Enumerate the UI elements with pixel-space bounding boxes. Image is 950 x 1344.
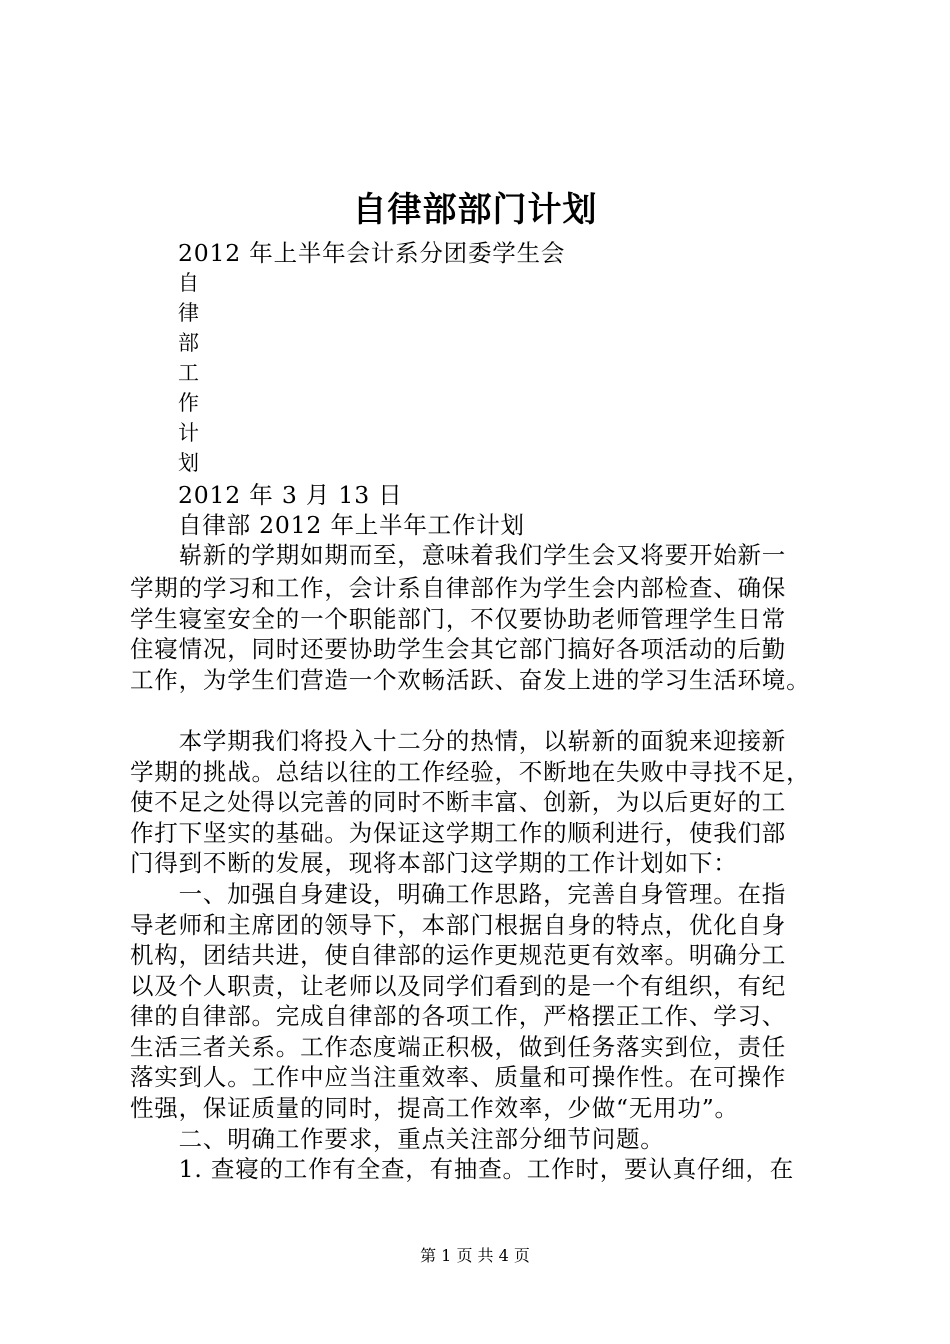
vertical-char: 工 — [178, 361, 199, 385]
body-line: 以及个人职责，让老师以及同学们看到的是一个有组织，有纪 — [130, 972, 787, 1000]
body-line: 性强，保证质量的同时，提高工作效率，少做“无用功”。 — [130, 1094, 739, 1122]
body-line: 落实到人。工作中应当注重效率、质量和可操作性。在可操作 — [130, 1063, 787, 1091]
body-line: 机构，团结共进，使自律部的运作更规范更有效率。明确分工 — [130, 941, 787, 969]
body-line: 导老师和主席团的领导下，本部门根据自身的特点，优化自身 — [130, 911, 787, 939]
vertical-char: 计 — [178, 421, 199, 445]
body-line: 本学期我们将投入十二分的热情，以崭新的面貌来迎接新 — [130, 727, 787, 755]
body-line: 学期的学习和工作，会计系自律部作为学生会内部检查、确保 — [130, 574, 787, 602]
vertical-char: 部 — [178, 331, 199, 355]
body-line: 崭新的学期如期而至，意味着我们学生会又将要开始新一 — [130, 541, 787, 569]
body-line: 使不足之处得以完善的同时不断丰富、创新，为以后更好的工 — [130, 788, 787, 816]
body-line: 律的自律部。完成自律部的各项工作，严格摆正工作、学习、 — [130, 1002, 787, 1030]
vertical-char: 划 — [178, 451, 199, 475]
subtitle-line: 自律部 2012 年上半年工作计划 — [178, 511, 525, 539]
body-line: 学生寝室安全的一个职能部门，不仅要协助老师管理学生日常 — [130, 605, 787, 633]
body-line: 住寝情况，同时还要协助学生会其它部门搞好各项活动的后勤 — [130, 635, 787, 663]
body-line: 门得到不断的发展，现将本部门这学期的工作计划如下： — [130, 849, 738, 877]
header-line: 2012 年上半年会计系分团委学生会 — [178, 239, 566, 267]
page-footer: 第 1 页 共 4 页 — [420, 1246, 530, 1265]
body-line: 学期的挑战。总结以往的工作经验，不断地在失败中寻找不足， — [130, 758, 811, 786]
body-line: 1. 查寝的工作有全查，有抽查。工作时，要认真仔细，在 — [130, 1155, 795, 1183]
body-line: 二、明确工作要求，重点关注部分细节问题。 — [130, 1125, 665, 1153]
body-line: 工作，为学生们营造一个欢畅活跃、奋发上进的学习生活环境。 — [130, 666, 811, 694]
body-line: 作打下坚实的基础。为保证这学期工作的顺利进行，使我们部 — [130, 819, 787, 847]
date-line: 2012 年 3 月 13 日 — [178, 481, 403, 509]
body-line: 生活三者关系。工作态度端正积极，做到任务落实到位，责任 — [130, 1033, 787, 1061]
vertical-char: 律 — [178, 301, 199, 325]
body-line: 一、加强自身建设，明确工作思路，完善自身管理。在指 — [130, 880, 787, 908]
vertical-char: 作 — [178, 391, 199, 415]
vertical-char: 自 — [178, 271, 199, 295]
document-title: 自律部部门计划 — [352, 190, 598, 230]
